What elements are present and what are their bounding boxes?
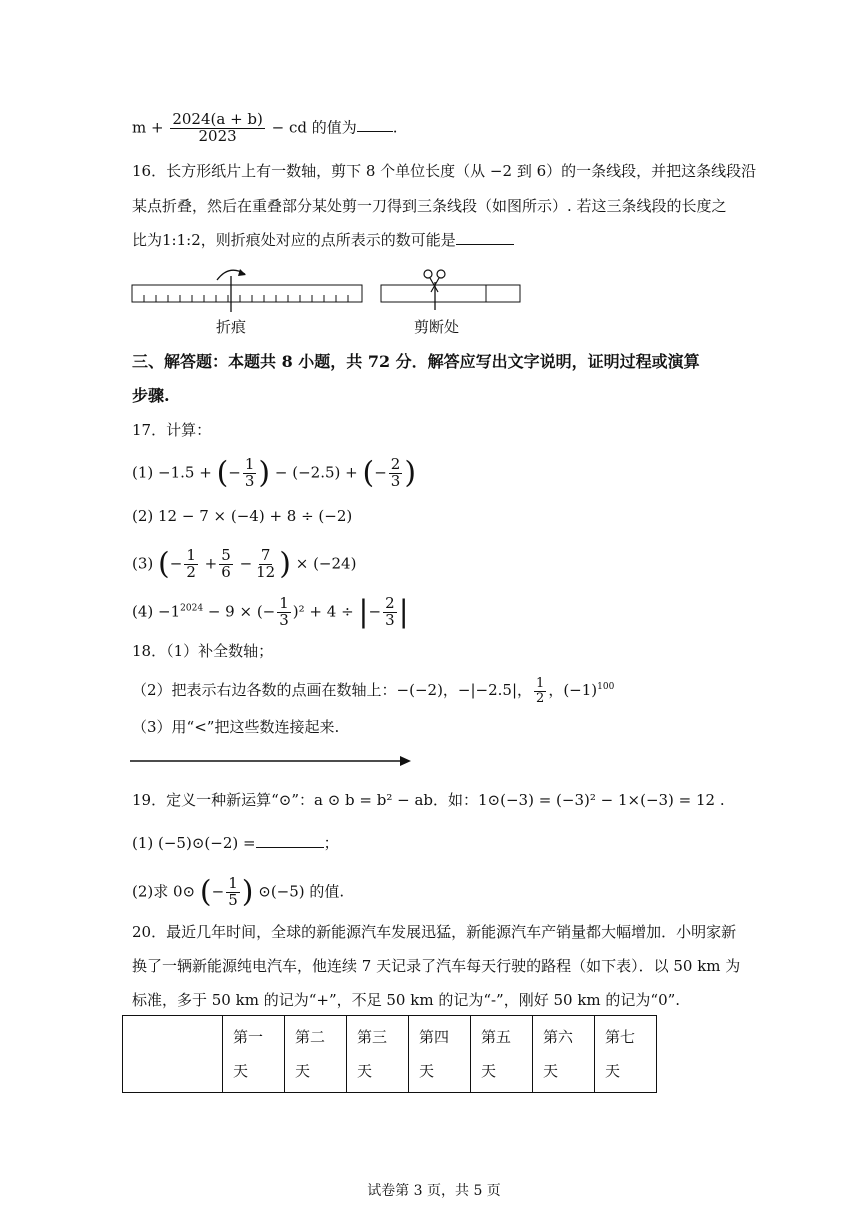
q20-line2: 换了一辆新能源纯电汽车，他连续 7 天记录了汽车每天行驶的路程（如下表）．以 50 km 为 — [132, 957, 741, 975]
table-cell-day: 第一 天 — [223, 1016, 285, 1093]
section-title-line1: 三、解答题：本题共 8 小题，共 72 分．解答应写出文字说明，证明过程或演算 — [132, 352, 700, 371]
label-cut: 剪断处 — [414, 318, 460, 336]
table-cell-day: 第三 天 — [347, 1016, 409, 1093]
q16-figure — [125, 262, 535, 342]
q16-line3: 比为1:1:2，则折痕处对应的点所表示的数可能是 — [132, 229, 514, 251]
ruler-strip — [132, 285, 362, 302]
table-cell-day: 第四 天 — [409, 1016, 471, 1093]
section-title-line2: 步骤. — [132, 386, 170, 405]
q19-part2: (2)求 0⊙ (− $\frac{1}{5}$ ) ⊙(−5) 的值. — [132, 874, 345, 910]
answer-blank[interactable] — [357, 131, 393, 132]
q20-line1: 20．最近几年时间，全球的新能源汽车发展迅猛，新能源汽车产销量都大幅增加．小明家新 — [132, 923, 737, 941]
q15-expression: m + $\frac{2024(a + b)}{2023}$ − cd 的值为 . — [132, 110, 398, 145]
q20-line3: 标准，多于 50 km 的记为“+”，不足 50 km 的记为“-”，刚好 50 km 的记为“0”. — [132, 991, 681, 1009]
answer-blank[interactable] — [456, 244, 514, 245]
cut-strip — [381, 285, 520, 302]
page-footer: 试卷第 3 页，共 5 页 — [367, 1183, 501, 1199]
q17-part1: (1) −1.5 + (− $\frac{1}{3}$ ) − (−2.5) + (− $\frac{2}{3}$ ) — [132, 455, 417, 491]
q18-line2: （2）把表示右边各数的点画在数轴上：−(−2)，−|−2.5|， $\frac{1}{2}$ ，$(-1)^{100}$ — [132, 675, 615, 706]
q16-line2: 某点折叠，然后在重叠部分某处剪一刀得到三条线段（如图所示）. 若这三条线段的长度之 — [132, 197, 727, 215]
q17-part2: (2) 12 − 7 × (−4) + 8 ÷ (−2) — [132, 507, 353, 525]
table-cell-day: 第二 天 — [285, 1016, 347, 1093]
q19-line1: 19．定义一种新运算“⊙”：a ⊙ b = b² − ab．如：1⊙(−3) = (−3)² − 1×(−3) = 12 . — [132, 791, 725, 809]
q17-part4: $(4) -1^{2024} - 9$ × (− $\frac{1}{3}$ )² + 4 ÷ |− $\frac{2}{3}$ | — [132, 594, 409, 630]
fraction: $\frac{2024(a + b)}{2023}$ — [172, 110, 263, 145]
expr-rest: − cd 的值为 — [271, 118, 357, 137]
number-line-arrow — [130, 754, 415, 768]
table-row — [123, 1016, 657, 1093]
label-fold: 折痕 — [216, 318, 247, 336]
mileage-table — [122, 1015, 657, 1093]
q16-line1: 16．长方形纸片上有一数轴，剪下 8 个单位长度（从 −2 到 6）的一条线段，并把这条线段沿 — [132, 162, 757, 180]
table-cell-day: 第六 天 — [533, 1016, 595, 1093]
scissors-icon — [424, 270, 445, 310]
fold-mark — [217, 269, 246, 312]
table-cell-empty — [123, 1016, 223, 1093]
answer-blank[interactable] — [256, 847, 324, 848]
expr-m: m + — [132, 118, 164, 137]
q18-line1: 18．（1）补全数轴； — [132, 642, 274, 660]
q17-part3: (3) (− $\frac{1}{2}$ + $\frac{5}{6}$ − $\frac{7}{12}$ ) × (−24) — [132, 546, 357, 582]
q19-part1: (1) (−5)⊙(−2) = ； — [132, 834, 339, 852]
q18-line3: （3）用“<”把这些数连接起来. — [132, 718, 340, 736]
q17-title: 17．计算： — [132, 421, 212, 439]
table-cell-day: 第五 天 — [471, 1016, 533, 1093]
table-cell-day: 第七 天 — [595, 1016, 657, 1093]
